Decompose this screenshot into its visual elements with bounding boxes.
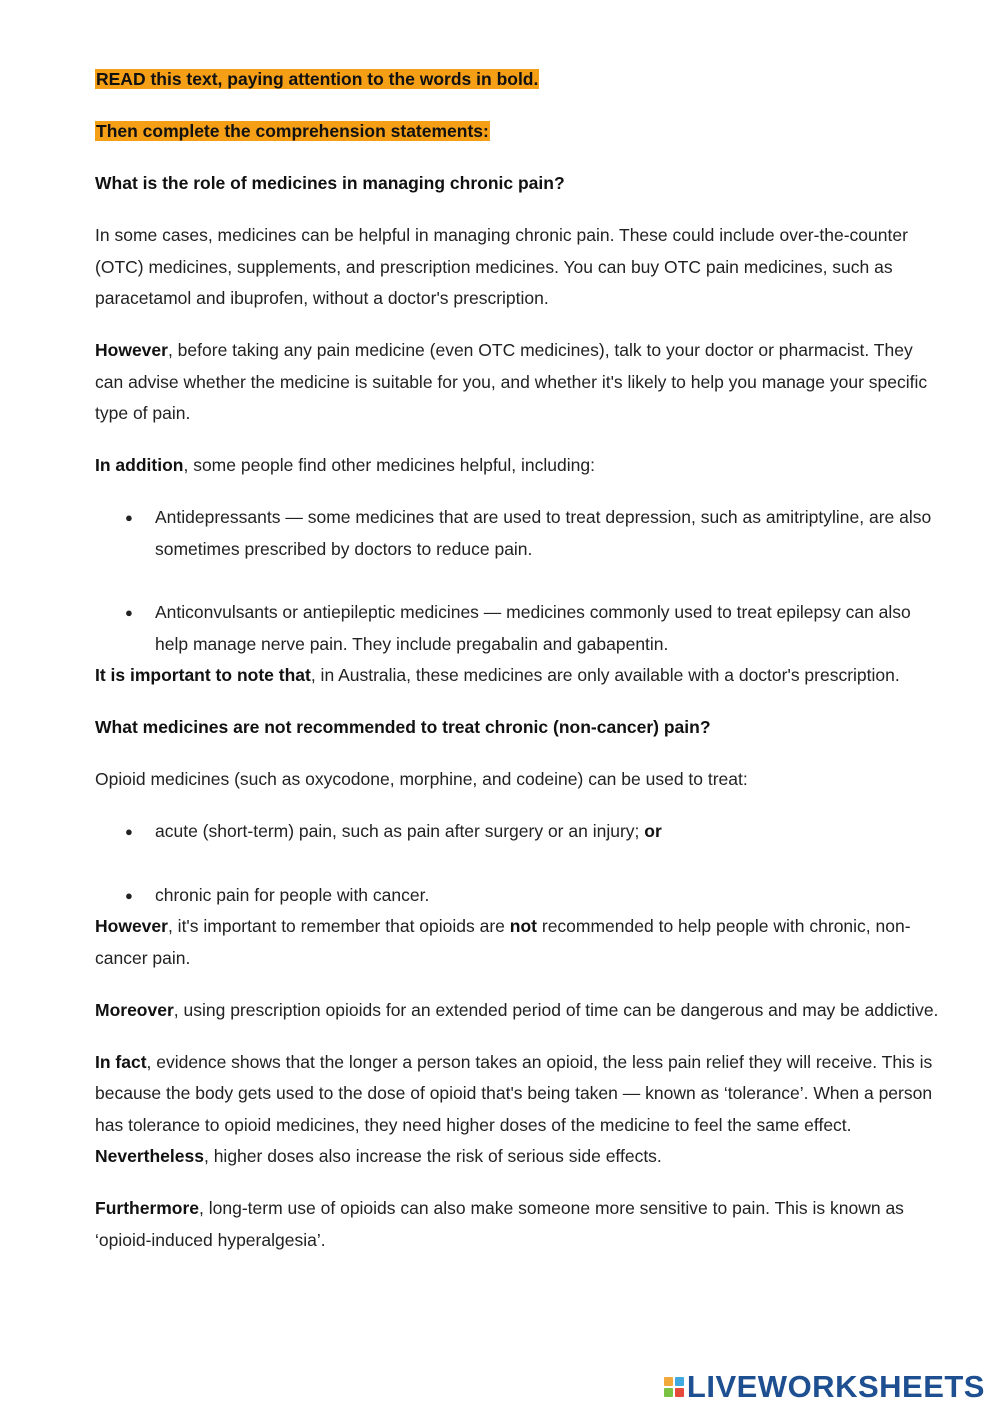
connector-however: However bbox=[95, 340, 168, 360]
bullet-icon: ● bbox=[125, 887, 133, 903]
instruction-complete: Then complete the comprehension statements: bbox=[96, 121, 489, 141]
connector-in-addition: In addition bbox=[95, 455, 184, 475]
connector-however: However bbox=[95, 916, 168, 936]
instruction-read: READ this text, paying attention to the words in bold. bbox=[96, 69, 539, 89]
connector-moreover: Moreover bbox=[95, 999, 174, 1020]
heading-not-recommended: What medicines are not recommended to treat chronic (non-cancer) pain? bbox=[95, 717, 711, 737]
bullet-icon: ● bbox=[125, 605, 133, 620]
paragraph-important-note: It is important to note that, in Australia, these medicines are only available with a doctor's prescription. bbox=[95, 665, 900, 685]
paragraph-otc-medicines: In some cases, medicines can be helpful in managing chronic pain. These could include over-the-counter (OTC) medicines, supplements, and prescription medicines. You can buy OTC pain medicines, such as paracetamol and ibuprofen, without a doctor's prescription. bbox=[95, 225, 908, 308]
list-item: ● acute (short-term) pain, such as pain after surgery or an injury; or bbox=[95, 816, 940, 848]
other-medicines-list bbox=[95, 502, 940, 660]
logo-text: LIVEWORKSHEETS bbox=[686, 1369, 985, 1404]
worksheet-page bbox=[95, 64, 940, 1277]
logo-square bbox=[664, 1377, 673, 1386]
connector-in-fact: In fact bbox=[95, 1051, 147, 1072]
bullet-icon: ● bbox=[125, 510, 133, 525]
paragraph-in-fact: In fact, evidence shows that the longer a person takes an opioid, the less pain relief they will receive. This is because the body gets used to the dose of opioid that's being taken — known as ‘tolerance’. When a person has tolerance to opioid medicines, they need higher doses of the medicine to feel the same effect. Nevertheless, higher doses also increase the risk of serious side effects. bbox=[95, 1051, 933, 1166]
paragraph-moreover: Moreover, using prescription opioids for an extended period of time can be dangerous and may be addictive. bbox=[95, 999, 939, 1020]
liveworksheets-logo bbox=[664, 1370, 985, 1404]
opioid-uses-list bbox=[95, 816, 940, 911]
logo-square bbox=[675, 1388, 684, 1397]
paragraph-furthermore: Furthermore, long-term use of opioids can also make someone more sensitive to pain. This is known as ‘opioid-induced hyperalgesia’. bbox=[95, 1198, 904, 1250]
connector-nevertheless: Nevertheless bbox=[95, 1146, 204, 1166]
logo-square bbox=[675, 1377, 684, 1386]
heading-role-of-medicines: What is the role of medicines in managing chronic pain? bbox=[95, 173, 565, 193]
connector-important-to-note: It is important to note that bbox=[95, 665, 311, 685]
list-item: ● Anticonvulsants or antiepileptic medicines — medicines commonly used to treat epilepsy can also help manage nerve pain. They include pregabalin and gabapentin. bbox=[95, 597, 940, 660]
paragraph-in-addition: In addition, some people find other medicines helpful, including: bbox=[95, 455, 595, 475]
list-item: ● chronic pain for people with cancer. bbox=[95, 880, 940, 912]
paragraph-opioid-uses: Opioid medicines (such as oxycodone, morphine, and codeine) can be used to treat: bbox=[95, 769, 748, 789]
paragraph-however-opioids: However, it's important to remember that opioids are not recommended to help people with chronic, non-cancer pain. bbox=[95, 916, 911, 968]
connector-furthermore: Furthermore bbox=[95, 1198, 200, 1218]
paragraph-however-doctor: However, before taking any pain medicine (even OTC medicines), talk to your doctor or pharmacist. They can advise whether the medicine is suitable for you, and whether it's likely to help you manage your specific type of pain. bbox=[95, 340, 928, 423]
logo-icon bbox=[664, 1377, 684, 1397]
logo-square bbox=[664, 1388, 673, 1397]
bullet-icon: ● bbox=[125, 824, 133, 839]
list-item: ● Antidepressants — some medicines that are used to treat depression, such as amitriptyline, are also sometimes prescribed by doctors to reduce pain. bbox=[95, 502, 940, 565]
